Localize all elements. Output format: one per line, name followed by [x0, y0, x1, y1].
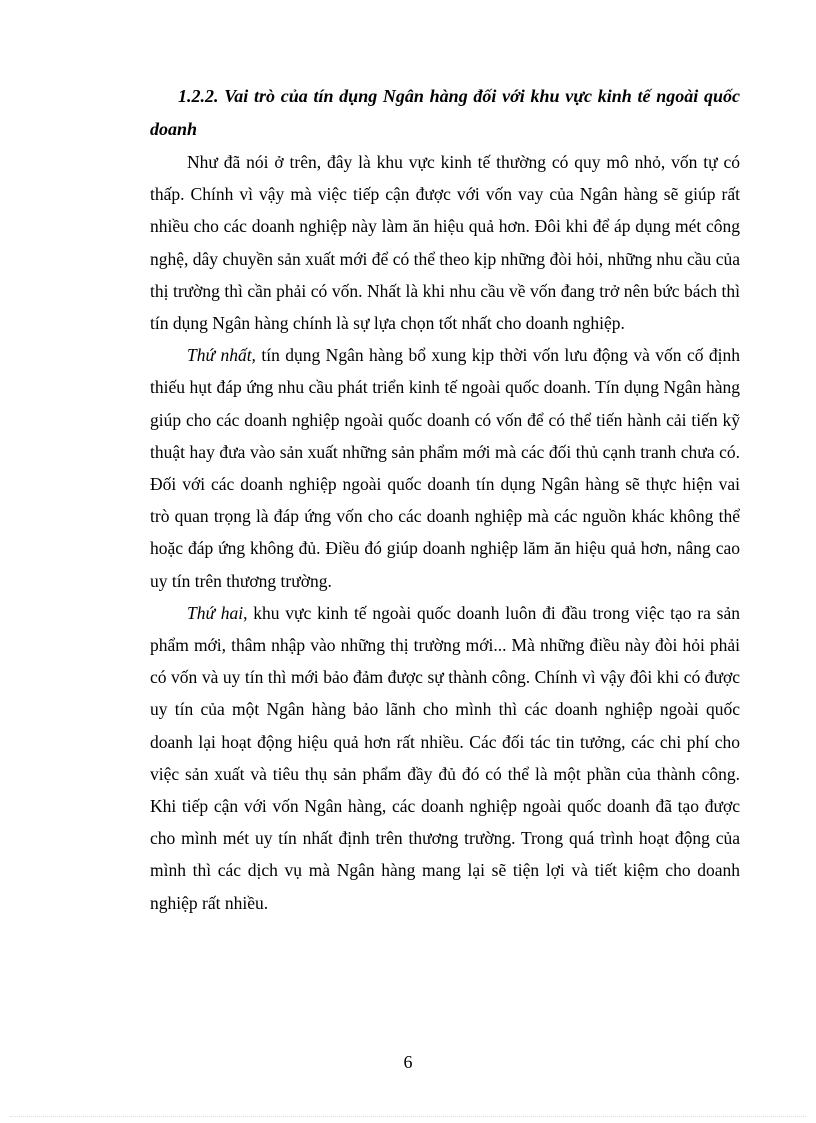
paragraph-second-text: , khu vực kinh tế ngoài quốc doanh luôn đi đầu trong việc tạo ra sản phẩm mới, thâm nhập vào những thị trường mới... Mà những điều này đòi hỏi phải có vốn và uy tín thì mới bảo đảm được sự thành công. Chính vì vậy đôi khi có được uy tín của một Ngân hàng bảo lãnh cho mình thì các doanh nghiệp ngoài quốc doanh lại hoạt động hiệu quả hơn rất nhiều. Các đối tác tin tưởng, các chi phí cho việc sản xuất và tiêu thụ sản phẩm đầy đủ đó có thể là một phần của thành công. Khi tiếp cận với vốn Ngân hàng, các doanh nghiệp ngoài quốc doanh đã tạo được cho mình mét uy tín nhất định trên thương trường. Trong quá trình hoạt động của mình thì các dịch vụ mà Ngân hàng mang lại sẽ tiện lợi và tiết kiệm cho doanh nghiệp rất nhiều. [150, 602, 740, 913]
paragraph-first-lead: Thứ nhất, [187, 345, 256, 366]
paragraph-first [150, 339, 740, 597]
paragraph-second-lead: Thứ hai [187, 602, 244, 623]
footer-divider [10, 1116, 806, 1117]
paragraph-second [150, 597, 740, 919]
section-heading: 1.2.2. Vai trò của tín dụng Ngân hàng đối với khu vực kinh tế ngoài quốc doanh [150, 86, 740, 139]
paragraph-first-text: tín dụng Ngân hàng bổ xung kịp thời vốn lưu động và vốn cố định thiếu hụt đáp ứng nhu cầu phát triển kinh tế ngoài quốc doanh. Tín dụng Ngân hàng giúp cho các doanh nghiệp ngoài quốc doanh có vốn để có thể tiến hành cải tiến kỹ thuật hay đưa vào sản xuất những sản phẩm mới mà các đối thủ cạnh tranh chưa có. Đối với các doanh nghiệp ngoài quốc doanh tín dụng Ngân hàng sẽ thực hiện vai trò quan trọng là đáp ứng vốn cho các doanh nghiệp mà các nguồn khác không thể hoặc đáp ứng không đủ. Điều đó giúp doanh nghiệp lăm ăn hiệu quả hơn, nâng cao uy tín trên thương trường. [150, 345, 740, 591]
paragraph-intro-text: Như đã nói ở trên, đây là khu vực kinh tế thường có quy mô nhỏ, vốn tự có thấp. Chính vì vậy mà việc tiếp cận được với vốn vay của Ngân hàng sẽ giúp rất nhiều cho các doanh nghiệp này làm ăn hiệu quả hơn. Đôi khi để áp dụng mét công nghệ, dây chuyền sản xuất mới để có thể theo kịp những đòi hỏi, những nhu cầu của thị trường thì cần phải có vốn. Nhất là khi nhu cầu về vốn đang trở nên bức bách thì tín dụng Ngân hàng chính là sự lựa chọn tốt nhất cho doanh nghiệp. [150, 152, 740, 334]
document-page [150, 80, 740, 919]
paragraph-intro [150, 146, 740, 339]
page-number: 6 [403, 1052, 413, 1072]
